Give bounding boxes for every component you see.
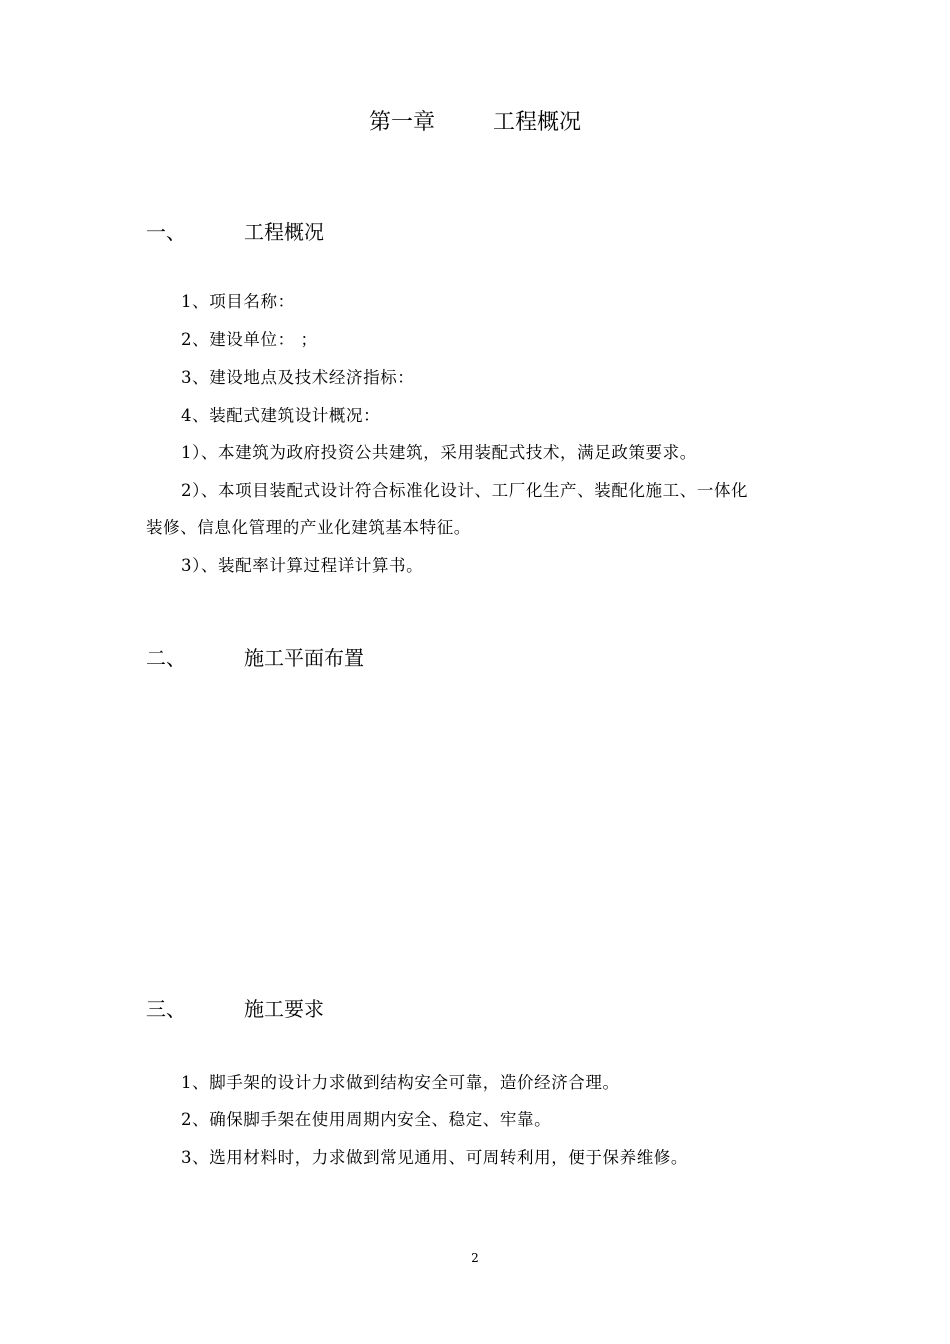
paragraph-requirement-2: 2、确保脚手架在使用周期内安全、稳定、牢靠。 xyxy=(181,1110,552,1129)
section-heading-2 xyxy=(146,644,364,672)
chapter-title xyxy=(0,108,950,138)
page-number: 2 xyxy=(471,1251,479,1265)
paragraph-project-name: 1、项目名称： xyxy=(181,292,295,311)
section-title: 施工要求 xyxy=(244,997,324,1021)
section-heading-3 xyxy=(146,995,324,1023)
section-title: 施工平面布置 xyxy=(244,646,364,670)
paragraph-item-1: 1）、本建筑为政府投资公共建筑，采用装配式技术，满足政策要求。 xyxy=(181,443,697,462)
section-number: 二、 xyxy=(146,646,186,670)
paragraph-location: 3、建设地点及技术经济指标： xyxy=(181,368,415,387)
section-heading-1 xyxy=(146,218,324,246)
paragraph-prefab-overview: 4、装配式建筑设计概况： xyxy=(181,406,381,425)
paragraph-construction-unit: 2、建设单位： ； xyxy=(181,330,318,349)
paragraph-item-2: 2）、本项目装配式设计符合标准化设计、工厂化生产、装配化施工、一体化 xyxy=(181,481,749,500)
chapter-name: 工程概况 xyxy=(493,110,582,135)
paragraph-requirement-3: 3、选用材料时，力求做到常见通用、可周转利用，便于保养维修。 xyxy=(181,1148,688,1167)
chapter-number: 第一章 xyxy=(368,110,435,135)
paragraph-requirement-1: 1、脚手架的设计力求做到结构安全可靠，造价经济合理。 xyxy=(181,1073,620,1092)
section-title: 工程概况 xyxy=(244,220,324,244)
paragraph-item-2-continued: 装修、信息化管理的产业化建筑基本特征。 xyxy=(146,518,471,537)
paragraph-item-3: 3）、装配率计算过程详计算书。 xyxy=(181,556,424,575)
section-number: 一、 xyxy=(146,220,186,244)
section-number: 三、 xyxy=(146,997,186,1021)
